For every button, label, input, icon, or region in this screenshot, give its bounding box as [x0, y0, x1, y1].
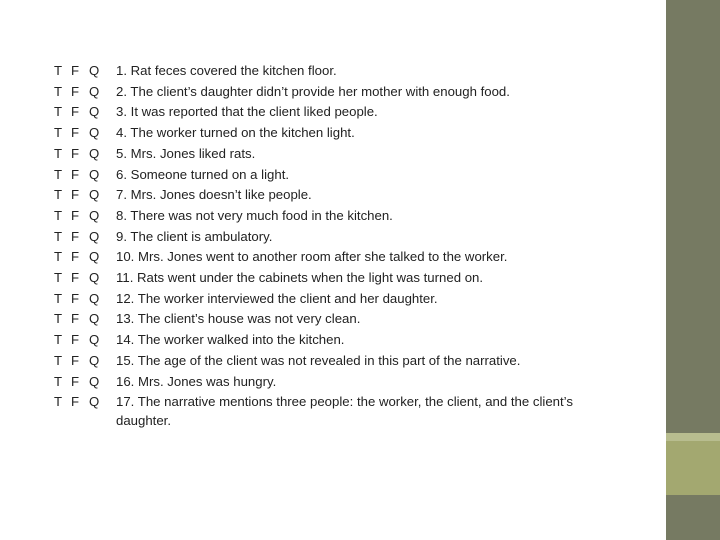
question-statement: 16. Mrs. Jones was hungry.: [116, 373, 277, 389]
choice-question[interactable]: Q: [89, 125, 100, 141]
question-statement: 2. The client’s daughter didn’t provide her mother with enough food.: [116, 83, 510, 99]
choice-question[interactable]: Q: [89, 373, 100, 389]
choice-question[interactable]: Q: [89, 63, 100, 78]
choice-true[interactable]: T: [54, 145, 63, 161]
question-row: [0, 144, 660, 164]
question-statement: 6. Someone turned on a light.: [116, 166, 290, 182]
question-row: [0, 351, 660, 371]
choice-false[interactable]: F: [71, 166, 80, 182]
choice-true[interactable]: T: [54, 332, 63, 348]
choice-false[interactable]: F: [71, 83, 80, 99]
question-statement: 7. Mrs. Jones doesn’t like people.: [116, 187, 312, 203]
choice-true[interactable]: T: [54, 63, 63, 78]
question-row: [0, 330, 660, 350]
question-row: [0, 372, 660, 392]
question-row: [0, 61, 660, 81]
choice-false[interactable]: F: [71, 290, 80, 306]
choice-false[interactable]: F: [71, 125, 80, 141]
question-row: [0, 82, 660, 102]
choice-question[interactable]: Q: [89, 394, 100, 410]
choice-true[interactable]: T: [54, 83, 63, 99]
decorative-stripe: [666, 433, 720, 441]
choice-true[interactable]: T: [54, 207, 63, 223]
choice-false[interactable]: F: [71, 187, 80, 203]
choice-false[interactable]: F: [71, 249, 80, 265]
choice-false[interactable]: F: [71, 207, 80, 223]
choice-question[interactable]: Q: [89, 290, 100, 306]
question-statement: 15. The age of the client was not revealed in this part of the narrative.: [116, 352, 521, 368]
question-row: [0, 165, 660, 185]
question-statement: 1. Rat feces covered the kitchen floor.: [116, 63, 337, 78]
choice-question[interactable]: Q: [89, 166, 100, 182]
question-row: [0, 309, 660, 329]
choice-true[interactable]: T: [54, 352, 63, 368]
choice-true[interactable]: T: [54, 125, 63, 141]
choice-false[interactable]: F: [71, 104, 80, 120]
choice-false[interactable]: F: [71, 63, 80, 78]
choice-true[interactable]: T: [54, 373, 63, 389]
choice-question[interactable]: Q: [89, 104, 100, 120]
choice-question[interactable]: Q: [89, 332, 100, 348]
question-statement: 12. The worker interviewed the client and her daughter.: [116, 290, 438, 306]
choice-false[interactable]: F: [71, 145, 80, 161]
question-row: [0, 392, 660, 429]
choice-false[interactable]: F: [71, 394, 80, 410]
choice-true[interactable]: T: [54, 270, 63, 285]
choice-false[interactable]: F: [71, 311, 80, 327]
choice-false[interactable]: F: [71, 352, 80, 368]
choice-true[interactable]: T: [54, 166, 63, 182]
decorative-block: [666, 441, 720, 495]
question-row: [0, 289, 660, 309]
choice-question[interactable]: Q: [89, 145, 100, 161]
question-row: [0, 206, 660, 226]
choice-false[interactable]: F: [71, 270, 80, 285]
question-row: [0, 102, 660, 122]
question-row: [0, 227, 660, 247]
choice-true[interactable]: T: [54, 104, 63, 120]
choice-false[interactable]: F: [71, 228, 80, 244]
question-statement: 9. The client is ambulatory.: [116, 228, 273, 244]
choice-question[interactable]: Q: [89, 270, 100, 285]
question-row: [0, 247, 660, 267]
question-statement: 13. The client’s house was not very clean.: [116, 311, 361, 327]
choice-false[interactable]: F: [71, 373, 80, 389]
question-row: [0, 268, 660, 288]
question-statement: 5. Mrs. Jones liked rats.: [116, 145, 256, 161]
choice-question[interactable]: Q: [89, 228, 100, 244]
question-statement: 11. Rats went under the cabinets when the light was turned on.: [116, 270, 484, 285]
question-row: [0, 123, 660, 143]
question-row: [0, 185, 660, 205]
choice-true[interactable]: T: [54, 249, 63, 265]
choice-true[interactable]: T: [54, 290, 63, 306]
choice-question[interactable]: Q: [89, 249, 100, 265]
choice-true[interactable]: T: [54, 394, 63, 410]
question-statement: 14. The worker walked into the kitchen.: [116, 332, 345, 348]
question-statement: 17. The narrative mentions three people: the worker, the client, and the client’s daughter.: [116, 394, 573, 429]
question-statement: 8. There was not very much food in the kitchen.: [116, 207, 393, 223]
question-statement: 3. It was reported that the client liked people.: [116, 104, 378, 120]
choice-question[interactable]: Q: [89, 352, 100, 368]
choice-question[interactable]: Q: [89, 187, 100, 203]
choice-question[interactable]: Q: [89, 207, 100, 223]
question-statement: 4. The worker turned on the kitchen light.: [116, 125, 355, 141]
choice-true[interactable]: T: [54, 228, 63, 244]
choice-question[interactable]: Q: [89, 311, 100, 327]
choice-question[interactable]: Q: [89, 83, 100, 99]
choice-false[interactable]: F: [71, 332, 80, 348]
choice-true[interactable]: T: [54, 311, 63, 327]
question-statement: 10. Mrs. Jones went to another room after she talked to the worker.: [116, 249, 508, 265]
choice-true[interactable]: T: [54, 187, 63, 203]
